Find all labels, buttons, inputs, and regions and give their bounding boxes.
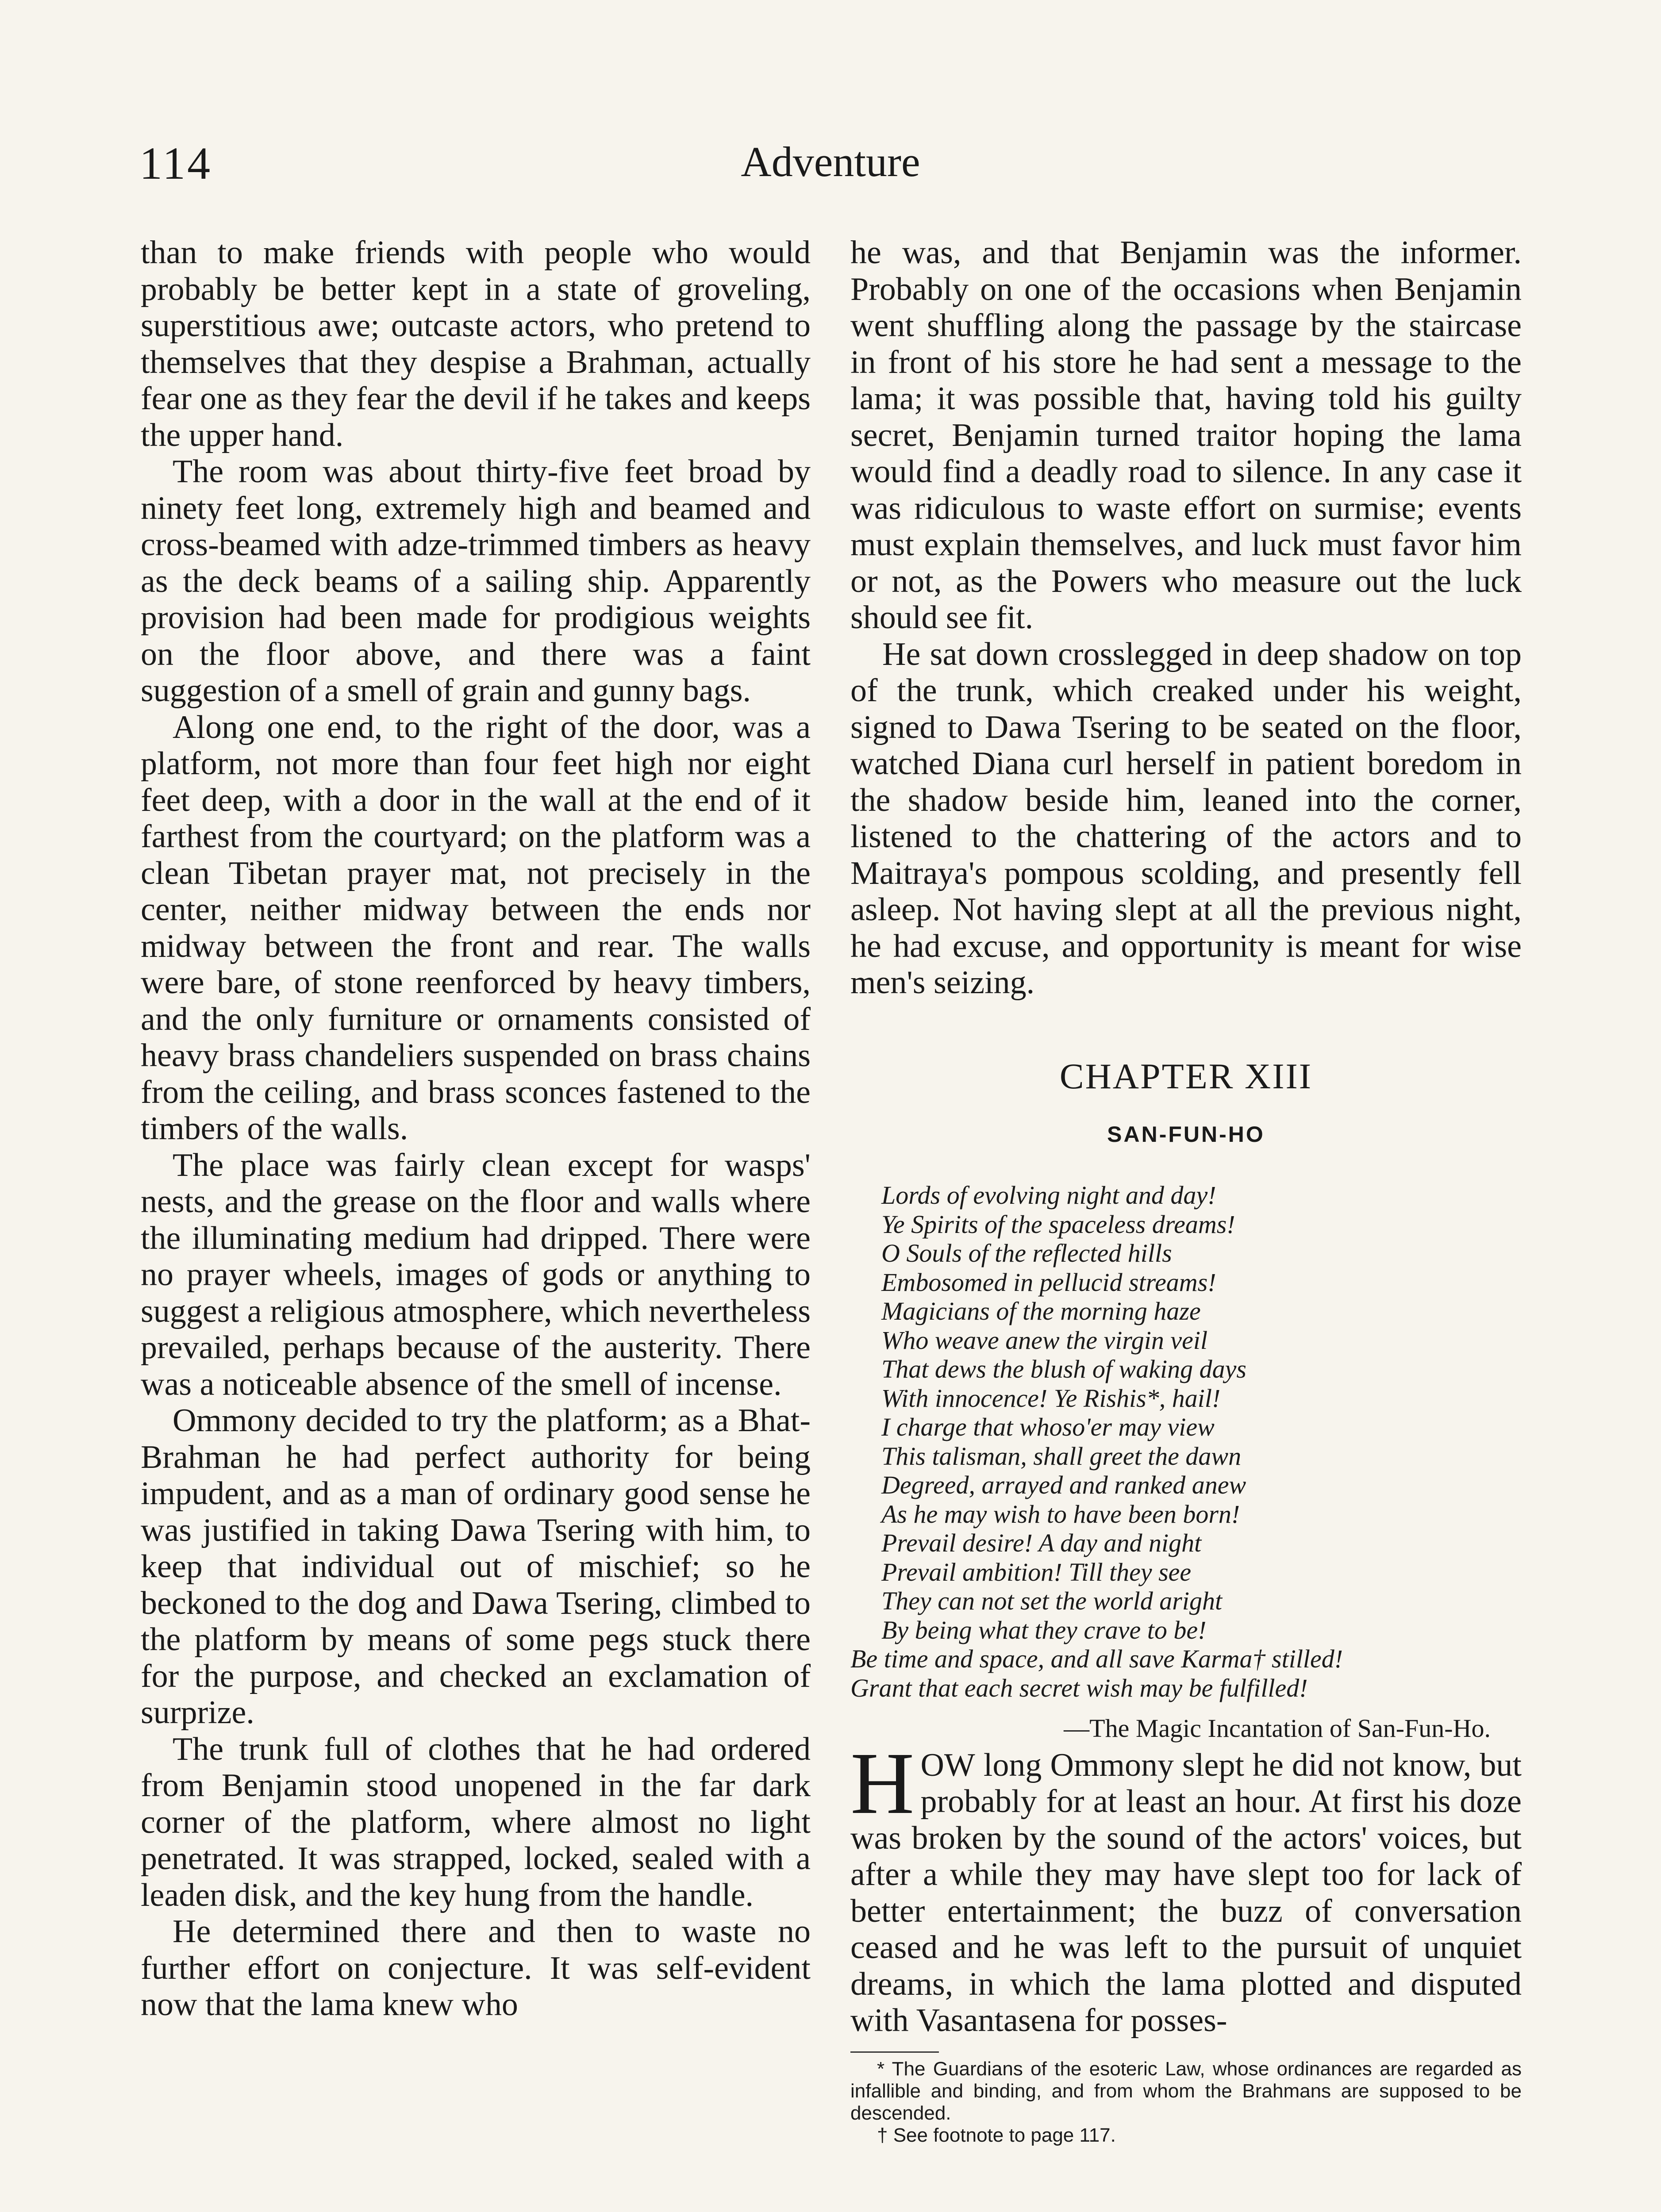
footnote: * The Guardians of the esoteric Law, whose ordinances are regarded as infallible and binding, and from whom the Brahmans are supposed to be descended.	[850, 2058, 1522, 2124]
paragraph: Ommony decided to try the platform; as a Bhat-Brahman he had perfect authority for being impudent, and as a man of ordinary good sense he was justified in taking Dawa Tsering with him, to keep that individual out of mischief; so he beckoned to the dog and Dawa Tsering, climbed to the platform by means of some pegs stuck there for the purpose, and checked an exclamation of surprize.	[141, 1402, 811, 1731]
paragraph: Along one end, to the right of the door, was a platform, not more than four feet high nor eight feet deep, with a door in the wall at the end of it farthest from the courtyard; on the platform was a clean Tibetan prayer mat, not precisely in the center, neither midway between the ends nor midway between the front and rear. The walls were bare, of stone reenforced by heavy timbers, and the only furniture or ornaments consisted of heavy brass chandeliers suspended on brass chains from the ceiling, and brass sconces fastened to the timbers of the walls.	[141, 709, 811, 1147]
poem-line: I charge that whoso'er may view	[881, 1413, 1215, 1441]
chapter-heading: CHAPTER XIII	[1059, 1056, 1313, 1096]
footnotes	[850, 2058, 1522, 2147]
poem-line: By being what they crave to be!	[881, 1615, 1207, 1644]
poem-line: Embosomed in pellucid streams!	[881, 1267, 1216, 1297]
poem-line: Prevail desire! A day and night	[881, 1528, 1202, 1557]
poem-line: Ye Spirits of the spaceless dreams!	[881, 1210, 1235, 1239]
poem-line: That dews the blush of waking days	[881, 1355, 1246, 1383]
poem-line: Prevail ambition! Till they see	[881, 1557, 1192, 1586]
drop-cap: H	[850, 1734, 915, 1832]
poem-line: Degreed, arrayed and ranked anew	[881, 1471, 1246, 1499]
poem-attribution: —The Magic Incantation of San-Fun-Ho.	[1064, 1714, 1491, 1743]
chapter-opening-paragraph	[850, 1734, 1522, 2039]
poem-line: As he may wish to have been born!	[881, 1499, 1240, 1528]
paragraph: He sat down crosslegged in deep shadow on top of the trunk, which creaked under his weight, signed to Dawa Tsering to be seated on the floor, watched Diana curl herself in patient boredom in the shadow beside him, leaned into the corner, listened to the chattering of the actors and to Maitraya's pompous scolding, and presently fell asleep. Not having slept at all the previous night, he had excuse, and opportunity is meant for wise men's seizing.	[850, 636, 1522, 1001]
poem-line: Magicians of the morning haze	[881, 1297, 1201, 1325]
paragraph: The place was fairly clean except for wasps' nests, and the grease on the floor and walls where the illuminating medium had dripped. There were no prayer wheels, images of gods or anything to suggest a religious atmosphere, which nevertheless prevailed, perhaps because of the austerity. There was a noticeable absence of the smell of incense.	[141, 1147, 811, 1402]
footnote: † See footnote to page 117.	[877, 2124, 1116, 2146]
poem-line: They can not set the world aright	[881, 1586, 1223, 1615]
page-header	[139, 137, 1522, 199]
left-column	[141, 234, 811, 2023]
paragraph: The trunk full of clothes that he had ordered from Benjamin stood unopened in the far dark corner of the platform, where almost no light penetrated. It was strapped, locked, sealed with a leaden disk, and the key hung from the handle.	[141, 1731, 811, 1913]
running-title: Adventure	[741, 138, 920, 185]
poem-line: With innocence! Ye Rishis*, hail!	[881, 1383, 1221, 1413]
paragraph: than to make friends with people who would probably be better kept in a state of groveling, superstitious awe; outcaste actors, who pretend to themselves that they despise a Brahman, actually fear one as they fear the devil if he takes and keeps the upper hand.	[141, 234, 811, 453]
drop-cap-continuation: OW	[920, 1747, 975, 1783]
paragraph: The room was about thirty-five feet broad by ninety feet long, extremely high and beamed and cross-beamed with adze-trimmed timbers as heavy as the deck beams of a sailing ship. Apparently provision had been made for prodigious weights on the floor above, and there was a faint suggestion of a smell of grain and gunny bags.	[141, 453, 811, 709]
page-number: 114	[139, 138, 212, 189]
poem-line: Grant that each secret wish may be fulfilled!	[850, 1673, 1308, 1702]
footnote-rule	[850, 2051, 939, 2053]
poem-line: Lords of evolving night and day!	[881, 1181, 1216, 1210]
paragraph: he was, and that Benjamin was the informer. Probably on one of the occasions when Benjamin went shuffling along the passage by the staircase in front of his store he had sent a message to the lama; it was possible that, having told his guilty secret, Benjamin turned traitor hoping the lama would find a deadly road to silence. In any case it was ridiculous to waste effort on surmise; events must explain themselves, and luck must favor him or not, as the Powers who measure out the luck should see fit.	[850, 234, 1522, 636]
poem-line: O Souls of the reflected hills	[881, 1239, 1172, 1267]
poem-line: This talisman, shall greet the dawn	[881, 1441, 1242, 1471]
poem-line: Be time and space, and all save Karma† stilled!	[850, 1644, 1343, 1673]
poem-line: Who weave anew the virgin veil	[881, 1325, 1208, 1355]
right-column	[850, 234, 1522, 2147]
opening-text: long Ommony slept he did not know, but probably for at least an hour. At first his doze was broken by the sound of the actors' voices, but after a while they may have slept too for lack of better entertainment; the buzz of conversation ceased and he was left to the pursuit of unquiet dreams, in which the lama plotted and disputed with Vasantasena for posses-	[850, 1747, 1522, 2039]
paragraph: He determined there and then to waste no further effort on conjecture. It was self-evident now that the lama knew who	[141, 1913, 811, 2023]
chapter-subtitle: SAN-FUN-HO	[1107, 1121, 1265, 1147]
epigraph-poem	[850, 1181, 1522, 1702]
